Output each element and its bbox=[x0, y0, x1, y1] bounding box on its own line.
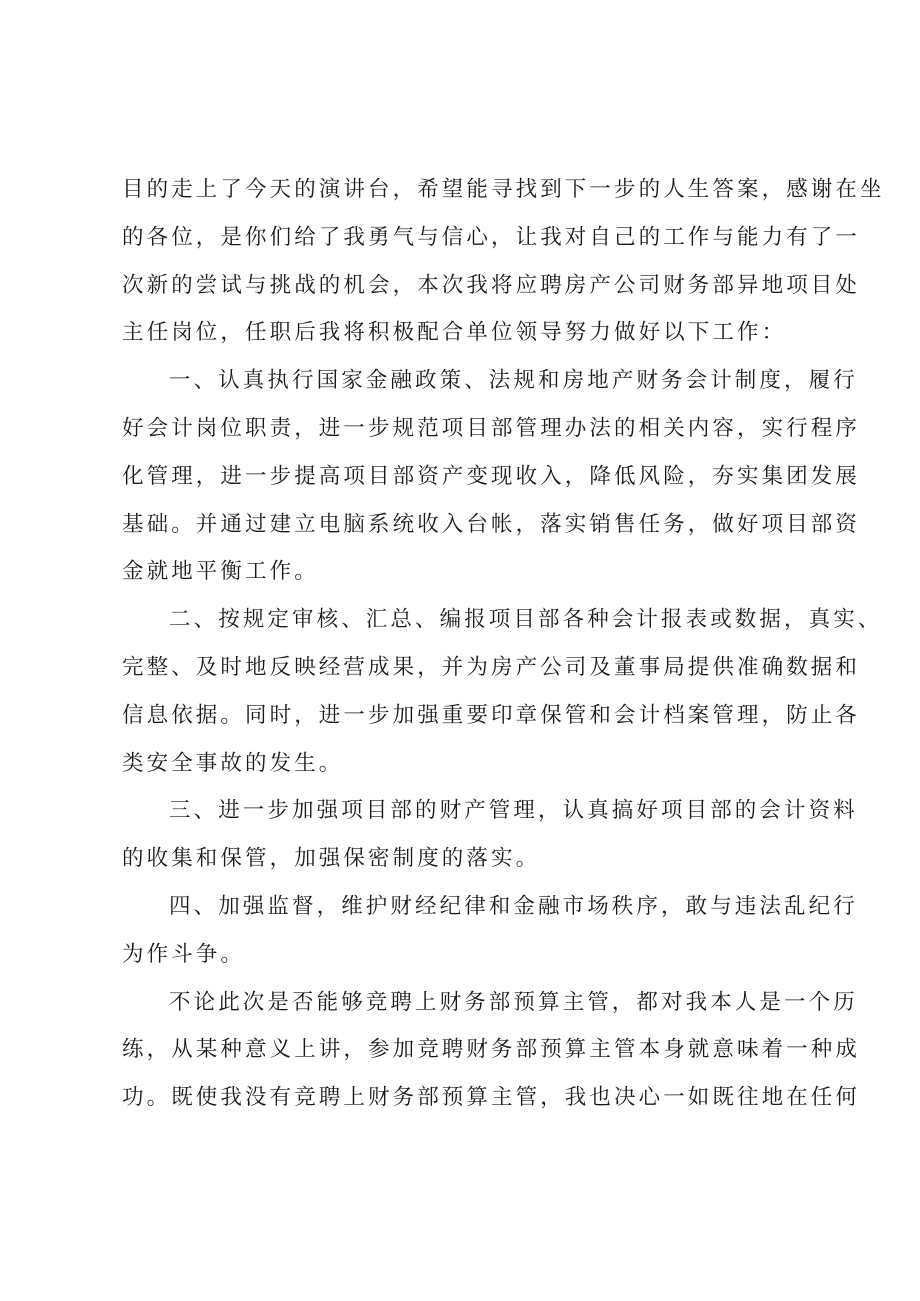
text-line: 化管理，进一步提高项目部资产变现收入，降低风险，夯实集团发展 bbox=[122, 463, 861, 489]
text-line: 三、进一步加强项目部的财产管理，认真搞好项目部的会计资料 bbox=[169, 798, 858, 824]
text-line: 一、认真执行国家金融政策、法规和房地产财务会计制度，履行 bbox=[169, 368, 858, 394]
text-line: 练，从某种意义上讲，参加竞聘财务部预算主管本身就意味着一种成 bbox=[122, 1037, 861, 1063]
paragraph-item-3 bbox=[122, 787, 858, 883]
text-line: 的各位，是你们给了我勇气与信心，让我对自己的工作与能力有了一 bbox=[122, 224, 861, 250]
text-line: 目的走上了今天的演讲台，希望能寻找到下一步的人生答案，感谢在坐 bbox=[122, 177, 885, 202]
text-line: 金就地平衡工作。 bbox=[122, 559, 319, 585]
text-line: 功。既使我没有竞聘上财务部预算主管，我也决心一如既往地在任何 bbox=[122, 1085, 861, 1111]
text-line: 信息依据。同时，进一步加强重要印章保管和会计档案管理，防止各 bbox=[122, 702, 861, 728]
text-line: 次新的尝试与挑战的机会，本次我将应聘房产公司财务部异地项目处 bbox=[122, 272, 861, 298]
text-line: 基础。并通过建立电脑系统收入台帐，落实销售任务，做好项目部资 bbox=[122, 511, 861, 537]
text-line: 不论此次是否能够竞聘上财务部预算主管，都对我本人是一个历 bbox=[169, 989, 858, 1015]
text-line: 四、加强监督，维护财经纪律和金融市场秩序，敢与违法乱纪行 bbox=[169, 893, 858, 919]
paragraph-item-4 bbox=[122, 883, 858, 979]
text-line: 的收集和保管，加强保密制度的落实。 bbox=[122, 846, 541, 872]
paragraph-item-1 bbox=[122, 357, 861, 596]
paragraph-intro bbox=[122, 166, 885, 357]
paragraph-item-2 bbox=[122, 596, 883, 787]
text-line: 类安全事故的发生。 bbox=[122, 750, 344, 776]
paragraph-closing bbox=[122, 979, 861, 1122]
text-line: 完整、及时地反映经营成果，并为房产公司及董事局提供准确数据和 bbox=[122, 654, 861, 680]
text-line: 二、按规定审核、汇总、编报项目部各种会计报表或数据，真实、 bbox=[169, 607, 883, 633]
text-line: 好会计岗位职责，进一步规范项目部管理办法的相关内容，实行程序 bbox=[122, 415, 861, 441]
document-body bbox=[122, 166, 885, 1122]
text-line: 为作斗争。 bbox=[122, 941, 246, 967]
text-line: 主任岗位，任职后我将积极配合单位领导努力做好以下工作： bbox=[122, 320, 787, 346]
